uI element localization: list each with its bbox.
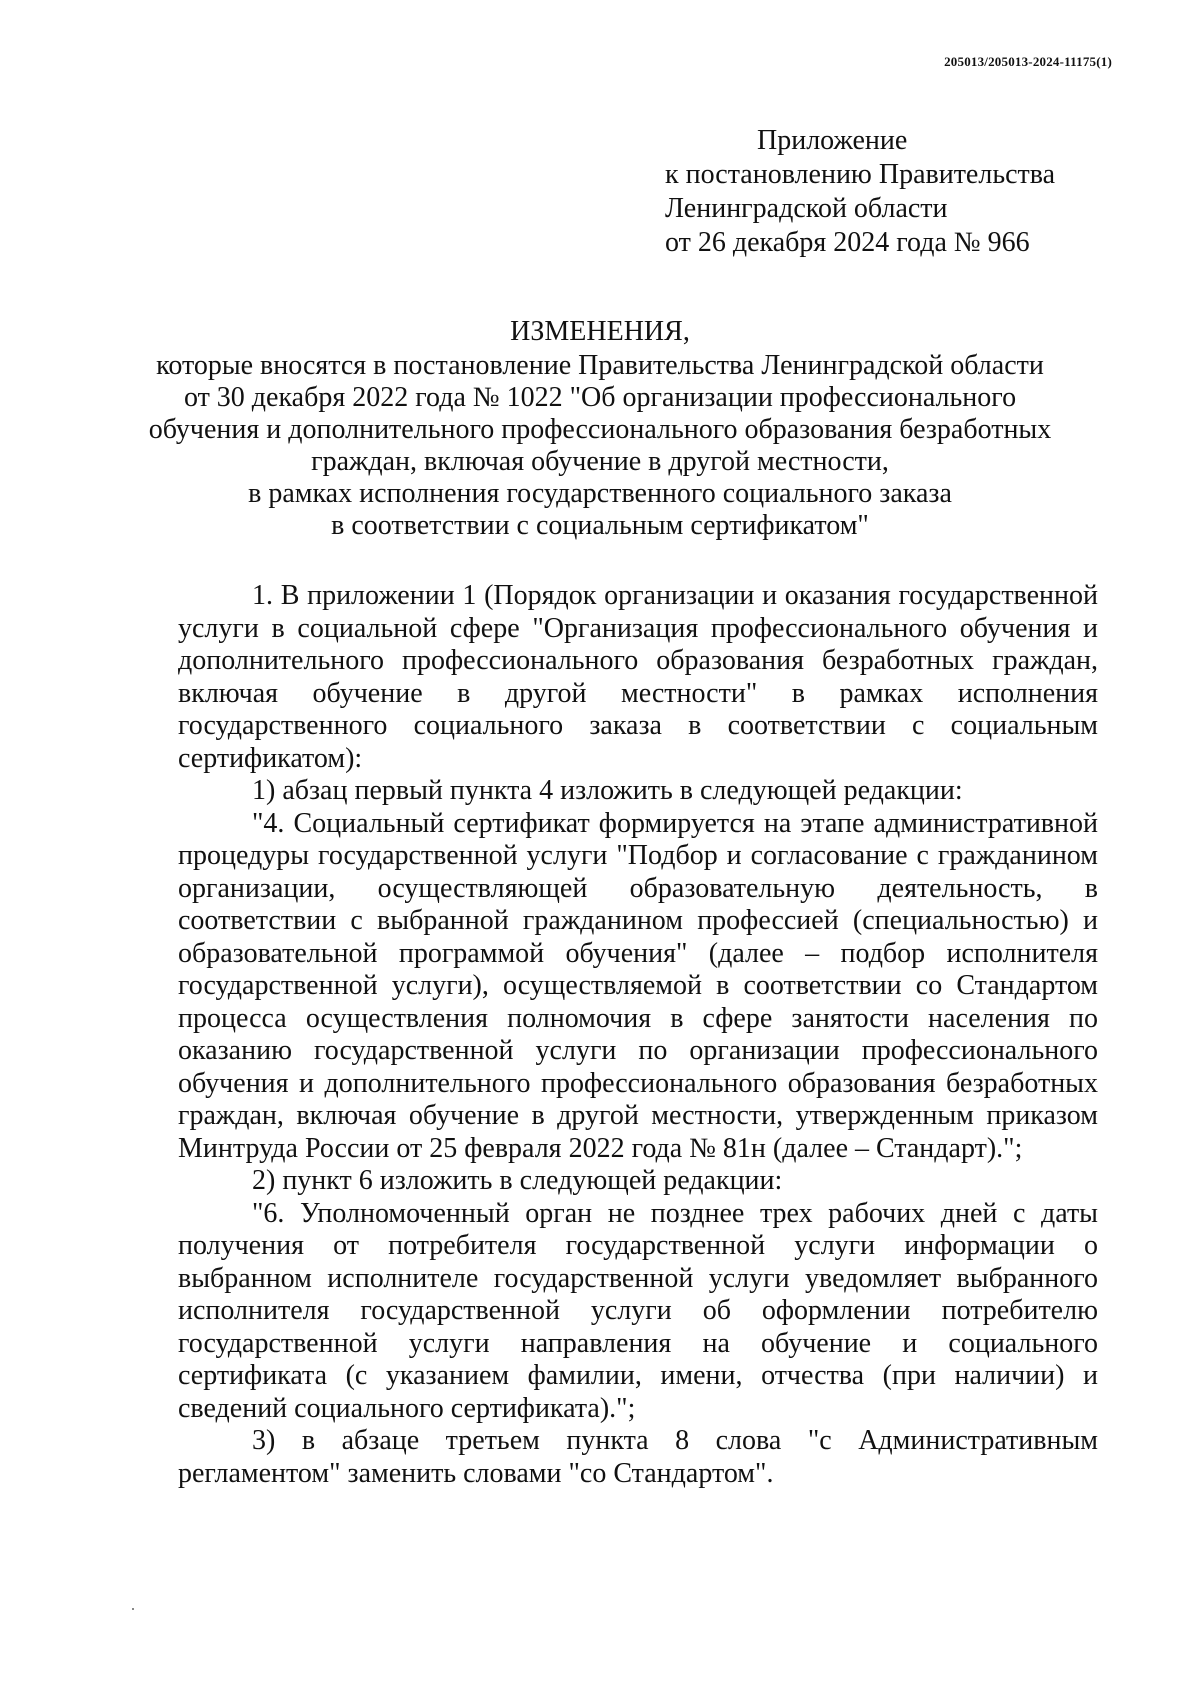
appendix-region-line: Ленинградской области xyxy=(665,193,948,224)
appendix-block xyxy=(665,124,1055,260)
paragraph-subitem-2: 2) пункт 6 изложить в следующей редакции: xyxy=(252,1165,783,1196)
title-line: в рамках исполнения государственного социального заказа xyxy=(248,478,952,509)
appendix-label: Приложение xyxy=(757,125,908,156)
paragraph-subitem-3: 3) в абзаце третьем пункта 8 слова "с Административным регламентом" заменить словами "со Стандартом". xyxy=(178,1425,1098,1489)
document-id: 205013/205013-2024-11175(1) xyxy=(944,54,1112,69)
paragraph-quote-point-4: "4. Социальный сертификат формируется на этапе административной процедуры государственной услуги "Подбор и согласование с гражданином организации, осуществляющей образовательную деятельность, в соответствии с выбранной гражданином профессией (специальностью) и образовательной программой обучения" (далее – подбор исполнителя государственной услуги), осуществляемой в соответствии со Стандартом процесса осуществления полномочия в сфере занятости населения по оказанию государственной услуги по организации профессионального обучения и дополнительного профессионального образования безработных граждан, включая обучение в другой местности, утвержденным приказом Минтруда России от 25 февраля 2022 года № 81н (далее – Стандарт)."; xyxy=(178,807,1098,1164)
appendix-resolution-line: к постановлению Правительства xyxy=(665,159,1056,190)
paragraph-quote-point-6: "6. Уполномоченный орган не позднее трех рабочих дней с даты получения от потребителя государственной услуги информации о выбранном исполнителе государственной услуги уведомляет выбранного исполнителя государственной услуги об оформлении потребителю государственной услуги направления на обучение и социального сертификата (с указанием фамилии, имени, отчества (при наличии) и сведений социального сертификата)."; xyxy=(178,1197,1098,1424)
title-line: в соответствии с социальным сертификатом" xyxy=(331,510,869,541)
title-heading: ИЗМЕНЕНИЯ, xyxy=(510,316,690,347)
title-line: которые вносятся в постановление Правительства Ленинградской области xyxy=(156,350,1044,381)
paragraph-subitem-1: 1) абзац первый пункта 4 изложить в следующей редакции: xyxy=(252,775,963,806)
title-line: от 30 декабря 2022 года № 1022 "Об организации профессионального xyxy=(183,382,1017,413)
appendix-date-line: от 26 декабря 2024 года № 966 xyxy=(665,227,1030,258)
document-title xyxy=(100,316,1100,542)
title-line: граждан, включая обучение в другой местности, xyxy=(311,446,889,477)
paragraph-item-1: 1. В приложении 1 (Порядок организации и оказания государственной услуги в социальной сфере "Организация профессионального обучения и дополнительного профессионального образования безработных граждан, включая обучение в другой местности" в рамках исполнения государственного социального заказа в соответствии с социальным сертификатом): xyxy=(178,580,1098,774)
document-body xyxy=(178,580,1098,1490)
title-line: обучения и дополнительного профессионального образования безработных xyxy=(148,414,1052,445)
scan-speck xyxy=(132,1608,134,1610)
